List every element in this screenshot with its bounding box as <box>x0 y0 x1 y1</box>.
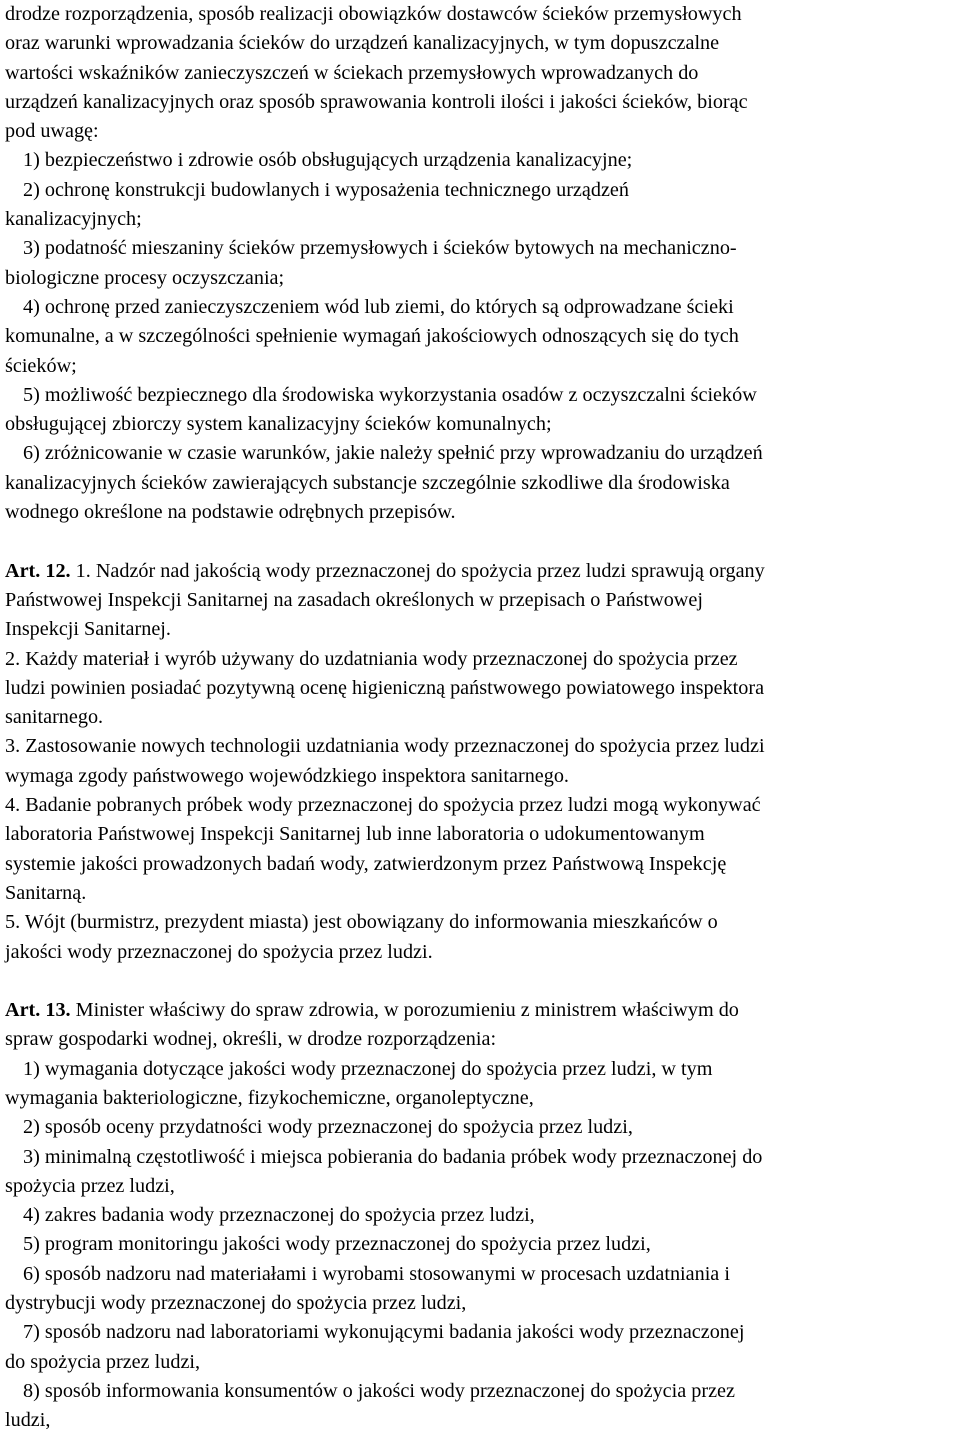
text-line: dystrybucji wody przeznaczonej do spożycia przez ludzi, <box>5 1292 467 1315</box>
text-line: 4. Badanie pobranych próbek wody przeznaczonej do spożycia przez ludzi mogą wykonywać <box>5 794 761 817</box>
text-line: laboratoria Państwowej Inspekcji Sanitarnej lub inne laboratoria o udokumentowanym <box>5 823 705 846</box>
text-line: oraz warunki wprowadzania ścieków do urządzeń kanalizacyjnych, w tym dopuszczalne <box>5 32 720 55</box>
article-heading: Art. 12. <box>5 559 71 582</box>
list-item-line: 3) podatność mieszaniny ścieków przemysłowych i ścieków bytowych na mechaniczno- <box>23 237 737 260</box>
text-line: systemie jakości prowadzonych badań wody, zatwierdzonym przez Państwową Inspekcję <box>5 852 727 875</box>
list-item-line: 7) sposób nadzoru nad laboratoriami wykonującymi badania jakości wody przeznaczonej <box>23 1321 745 1344</box>
text-line: kanalizacyjnych ścieków zawierających substancje szczególnie szkodliwe dla środowiska <box>5 471 730 494</box>
text-line: wodnego określone na podstawie odrębnych przepisów. <box>5 501 456 524</box>
list-item-line: 6) zróżnicowanie w czasie warunków, jakie należy spełnić przy wprowadzaniu do urządzeń <box>23 442 763 465</box>
text-line: wymagania bakteriologiczne, fizykochemiczne, organoleptyczne, <box>5 1086 534 1109</box>
text-line: ścieków; <box>5 354 77 377</box>
text-line: Sanitarną. <box>5 881 87 904</box>
text-line: Państwowej Inspekcji Sanitarnej na zasadach określonych w przepisach o Państwowej <box>5 588 703 611</box>
text-line: komunalne, a w szczególności spełnienie wymagań jakościowych odnoszących się do tych <box>5 325 739 348</box>
list-item-line: 3) minimalną częstotliwość i miejsca pobierania do badania próbek wody przeznaczonej do <box>23 1145 763 1168</box>
text-line: spożycia przez ludzi, <box>5 1174 175 1197</box>
article-13-first-line <box>5 996 957 1025</box>
text-line: jakości wody przeznaczonej do spożycia przez ludzi. <box>5 940 433 963</box>
text-line: sanitarnego. <box>5 706 104 729</box>
text-line: pod uwagę: <box>5 120 99 143</box>
list-item-line: 5) program monitoringu jakości wody przeznaczonej do spożycia przez ludzi, <box>23 1233 651 1256</box>
text-line: 3. Zastosowanie nowych technologii uzdatniania wody przeznaczonej do spożycia przez ludzi <box>5 735 765 758</box>
text-line: ludzi powinien posiadać pozytywną ocenę higieniczną państwowego powiatowego inspektora <box>5 676 765 699</box>
article-heading: Art. 13. <box>5 999 71 1022</box>
text-line: do spożycia przez ludzi, <box>5 1350 201 1373</box>
text-line: drodze rozporządzenia, sposób realizacji obowiązków dostawców ścieków przemysłowych <box>5 3 742 25</box>
text-line: urządzeń kanalizacyjnych oraz sposób sprawowania kontroli ilości i jakości ścieków, biorąc <box>5 90 748 113</box>
document-page <box>5 0 957 1436</box>
paragraph-gap <box>5 967 957 996</box>
text-line: biologiczne procesy oczyszczania; <box>5 266 285 289</box>
list-item-line: 8) sposób informowania konsumentów o jakości wody przeznaczonej do spożycia przez <box>23 1379 735 1402</box>
list-item-line: 4) zakres badania wody przeznaczonej do spożycia przez ludzi, <box>23 1204 535 1227</box>
text-line: spraw gospodarki wodnej, określi, w drodze rozporządzenia: <box>5 1028 497 1051</box>
text-line: wartości wskaźników zanieczyszczeń w ściekach przemysłowych wprowadzanych do <box>5 61 699 84</box>
list-item-line: 6) sposób nadzoru nad materiałami i wyrobami stosowanymi w procesach uzdatniania i <box>23 1262 730 1285</box>
text-line: obsługującej zbiorczy system kanalizacyjny ścieków komunalnych; <box>5 413 552 436</box>
list-item-line: 5) możliwość bezpiecznego dla środowiska wykorzystania osadów z oczyszczalni ścieków <box>23 383 757 406</box>
text-line: kanalizacyjnych; <box>5 208 142 231</box>
list-item-line: 2) ochronę konstrukcji budowlanych i wyposażenia technicznego urządzeń <box>23 178 629 201</box>
list-item-line: 1) wymagania dotyczące jakości wody przeznaczonej do spożycia przez ludzi, w tym <box>23 1057 713 1080</box>
text-line: Inspekcji Sanitarnej. <box>5 618 171 641</box>
text-line: 2. Każdy materiał i wyrób używany do uzdatniania wody przeznaczonej do spożycia przez <box>5 647 738 670</box>
article-text: 1. Nadzór nad jakością wody przeznaczonej do spożycia przez ludzi sprawują organy <box>70 559 765 582</box>
article-12-first-line <box>5 557 957 586</box>
list-item-line: 2) sposób oceny przydatności wody przeznaczonej do spożycia przez ludzi, <box>23 1116 633 1139</box>
article-text: Minister właściwy do spraw zdrowia, w porozumieniu z ministrem właściwym do <box>70 999 739 1022</box>
paragraph-gap <box>5 527 957 556</box>
text-line: ludzi, <box>5 1409 51 1432</box>
text-line: 5. Wójt (burmistrz, prezydent miasta) jest obowiązany do informowania mieszkańców o <box>5 911 718 934</box>
list-item-line: 4) ochronę przed zanieczyszczeniem wód lub ziemi, do których są odprowadzane ścieki <box>23 295 734 318</box>
list-item-line: 1) bezpieczeństwo i zdrowie osób obsługujących urządzenia kanalizacyjne; <box>23 149 633 172</box>
text-line: wymaga zgody państwowego wojewódzkiego inspektora sanitarnego. <box>5 764 569 787</box>
